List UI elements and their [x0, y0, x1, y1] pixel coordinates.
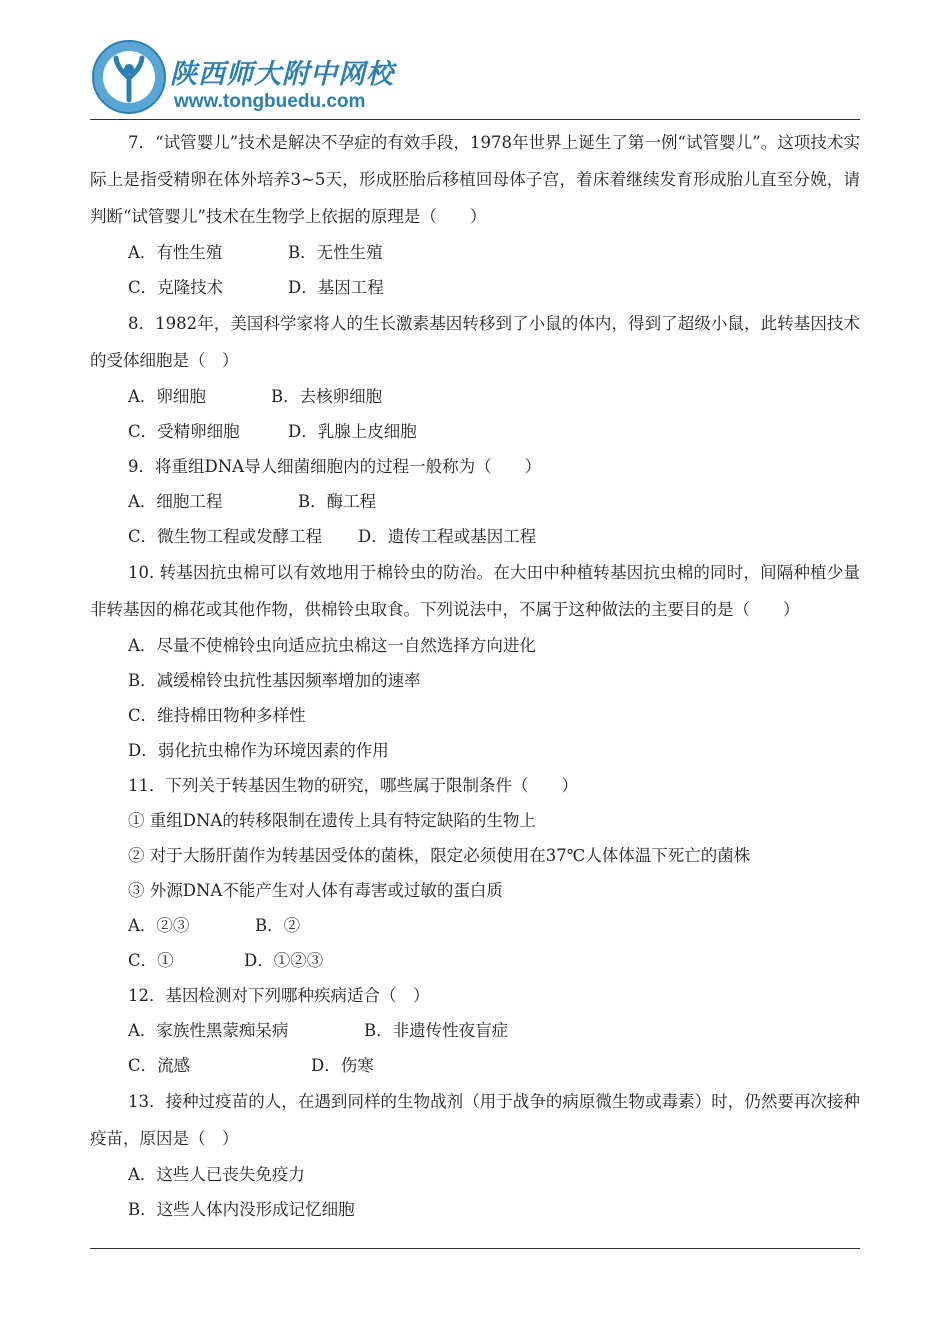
question-9-option-a[interactable]: A．细胞工程 [128, 492, 223, 511]
school-brand-name: 陕西师大附中网校 [170, 59, 394, 90]
question-8-option-b[interactable]: B．去核卵细胞 [271, 387, 383, 406]
school-logo-icon [90, 38, 168, 116]
question-12-option-d[interactable]: D．伤寒 [311, 1056, 374, 1075]
question-8-option-c[interactable]: C．受精卵细胞 [128, 422, 240, 441]
question-11-option-b[interactable]: B．② [255, 916, 301, 935]
question-7-option-b[interactable]: B．无性生殖 [288, 243, 383, 262]
question-8-stem: 8．1982年，美国科学家将人的生长激素基因转移到了小鼠的体内，得到了超级小鼠，此转基因技术的受体细胞是（ ） [90, 314, 860, 370]
question-10-option-b[interactable]: B．减缓棉铃虫抗性基因频率增加的速率 [128, 671, 421, 690]
question-11-statement-3: ③ 外源DNA不能产生对人体有毒害或过敏的蛋白质 [128, 881, 503, 900]
question-9-option-d[interactable]: D．遗传工程或基因工程 [358, 527, 537, 546]
question-12-stem: 12．基因检测对下列哪种疾病适合（ ） [128, 986, 430, 1005]
question-7-stem: 7．“试管婴儿”技术是解决不孕症的有效手段，1978年世界上诞生了第一例“试管婴儿”。这项技术实际上是指受精卵在体外培养3~5天，形成胚胎后移植回母体子宫，着床着继续发育形成胎儿直至分娩，请判断“试管婴儿”技术在生物学上依据的原理是（ ） [90, 133, 860, 226]
question-9-option-b[interactable]: B．酶工程 [298, 492, 377, 511]
question-11-option-c[interactable]: C．① [128, 951, 174, 970]
footer-divider [90, 1248, 860, 1249]
question-11-option-d[interactable]: D．①②③ [244, 951, 324, 970]
question-7-options-row-1 [90, 235, 860, 270]
question-13-option-b[interactable]: B．这些人体内没形成记忆细胞 [128, 1200, 355, 1219]
question-12-options-row-2 [90, 1048, 860, 1083]
question-13-stem: 13．接种过疫苗的人，在遇到同样的生物战剂（用于战争的病原微生物或毒素）时，仍然要再次接种疫苗，原因是（ ） [90, 1092, 860, 1148]
question-8-option-d[interactable]: D．乳腺上皮细胞 [288, 422, 417, 441]
question-8-options-row-2 [90, 414, 860, 449]
question-9-options-row-2 [90, 519, 860, 554]
question-8-option-a[interactable]: A．卵细胞 [128, 387, 206, 406]
question-10-option-c[interactable]: C．维持棉田物种多样性 [128, 706, 306, 725]
question-7-option-a[interactable]: A．有性生殖 [128, 243, 223, 262]
question-10-option-d[interactable]: D．弱化抗虫棉作为环境因素的作用 [128, 741, 389, 760]
question-12-option-b[interactable]: B．非遗传性夜盲症 [364, 1021, 509, 1040]
question-11-option-a[interactable]: A．②③ [128, 916, 190, 935]
question-11-statement-2: ② 对于大肠肝菌作为转基因受体的菌株，限定必须使用在37℃人体体温下死亡的菌株 [128, 846, 751, 865]
question-11-stem: 11．下列关于转基因生物的研究，哪些属于限制条件（ ） [128, 776, 578, 795]
question-list [90, 124, 860, 1227]
question-12-options-row-1 [90, 1013, 860, 1048]
question-11-statement-1: ① 重组DNA的转移限制在遗传上具有特定缺陷的生物上 [128, 811, 536, 830]
school-website-url[interactable]: www.tongbuedu.com [174, 91, 366, 112]
question-12-option-c[interactable]: C．流感 [128, 1056, 191, 1075]
question-7-option-d[interactable]: D．基因工程 [288, 278, 384, 297]
header-divider [90, 119, 860, 120]
question-9-stem: 9．将重组DNA导人细菌细胞内的过程一般称为（ ） [128, 457, 542, 476]
question-13-option-a[interactable]: A．这些人已丧失免疫力 [128, 1165, 305, 1184]
question-7-option-c[interactable]: C．克隆技术 [128, 278, 224, 297]
question-9-option-c[interactable]: C．微生物工程或发酵工程 [128, 527, 323, 546]
question-8-options-row-1 [90, 379, 860, 414]
question-11-options-row-1 [90, 908, 860, 943]
question-10-option-a[interactable]: A．尽量不使棉铃虫向适应抗虫棉这一自然选择方向进化 [128, 636, 536, 655]
question-12-option-a[interactable]: A．家族性黑蒙痴呆病 [128, 1021, 289, 1040]
question-9-options-row-1 [90, 484, 860, 519]
question-11-options-row-2 [90, 943, 860, 978]
question-10-stem: 10. 转基因抗虫棉可以有效地用于棉铃虫的防治。在大田中种植转基因抗虫棉的同时，间隔种植少量非转基因的棉花或其他作物，供棉铃虫取食。下列说法中，不属于这种做法的主要目的是（ ） [90, 563, 860, 619]
question-7-options-row-2 [90, 270, 860, 305]
page-header [90, 38, 860, 122]
